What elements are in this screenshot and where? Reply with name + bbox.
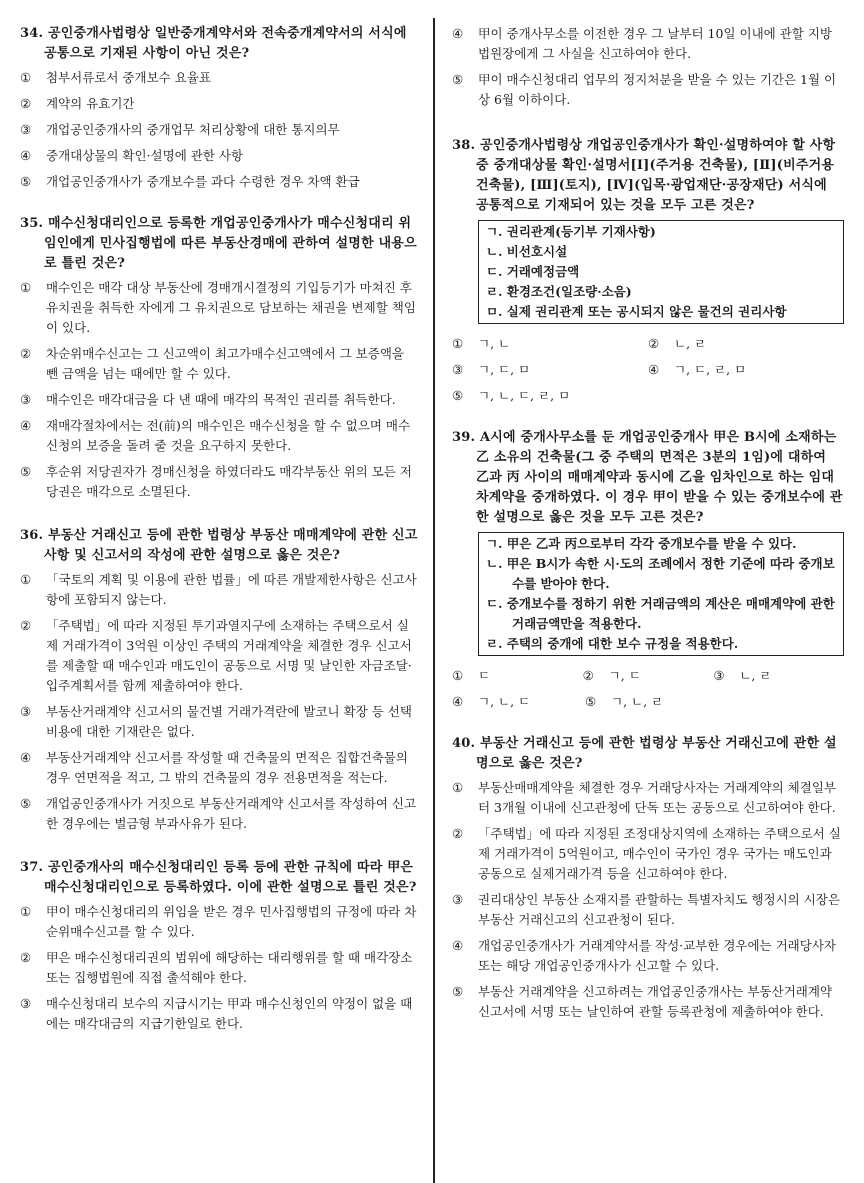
option-number: ① xyxy=(20,904,32,919)
choice xyxy=(585,692,718,712)
option-text: 후순위 저당권자가 경매신청을 하였더라도 매각부동산 위의 모든 저당권은 매각으로 소멸된다. xyxy=(46,464,412,499)
option-number: ④ xyxy=(452,694,464,709)
option-number: ③ xyxy=(713,668,725,683)
option-number: ⑤ xyxy=(20,174,32,189)
option-number: ⑤ xyxy=(20,464,32,479)
option-number: ① xyxy=(20,572,32,587)
option-text: 甲은 매수신청대리권의 범위에 해당하는 대리행위를 할 때 매각장소 또는 집행법원에 직접 출석해야 한다. xyxy=(46,950,413,985)
option-text: 甲이 매수신청대리의 위임을 받은 경우 민사집행법의 규정에 따라 차순위매수신고를 할 수 있다. xyxy=(46,904,417,939)
option-number: ③ xyxy=(452,892,464,907)
choice-list xyxy=(452,666,844,712)
option-text: 매수인은 매각대금을 다 낸 때에 매각의 목적인 권리를 취득한다. xyxy=(46,392,396,407)
option xyxy=(20,948,418,988)
option xyxy=(20,416,418,456)
option-number: ② xyxy=(648,336,660,351)
statement-item: ㄴ. 비선호시설 xyxy=(486,244,568,259)
question-stem: 39. A시에 중개사무소를 둔 개업공인중개사 甲은 B시에 소재하는 乙 소유의 건축물(그 중 주택의 면적은 3분의 1임)에 대하여 乙과 丙 사이의 매매계약과 동시에 乙을 임차인으로 하는 임대차계약을 중개하였다. 이 경우 甲이 받을 수 있는 중개보수에 관한 설명으로 옳은 것을 모두 고른 것은? xyxy=(452,430,843,525)
right-column xyxy=(452,24,844,1028)
option xyxy=(20,794,418,834)
option-text: ㄷ xyxy=(478,668,491,683)
option xyxy=(20,146,418,166)
option-text: ㄱ, ㄴ, ㄷ, ㄹ, ㅁ xyxy=(478,388,571,403)
option-text: ㄱ, ㄴ, ㄹ xyxy=(611,694,664,709)
option-text: 부동산매매계약을 체결한 경우 거래당사자는 거래계약의 체결일부터 3개월 이내에 신고관청에 단독 또는 공동으로 신고하여야 한다. xyxy=(478,780,836,815)
option xyxy=(20,462,418,502)
option xyxy=(20,994,418,1034)
option-number: ③ xyxy=(20,122,32,137)
statement-item: ㄷ. 거래예정금액 xyxy=(486,264,580,279)
choice-row xyxy=(452,360,844,380)
option-number: ① xyxy=(452,336,464,351)
option xyxy=(452,778,844,818)
option-text: 매수인은 매각 대상 부동산에 경매개시결정의 기입등기가 마쳐진 후 유치권을 취득한 자에게 그 유치권으로 담보하는 채권을 변제할 책임이 있다. xyxy=(46,280,416,335)
statement-item: ㄹ. 환경조건(일조량·소음) xyxy=(486,284,632,299)
option-text: 부동산거래계약 신고서의 물건별 거래가격란에 발코니 확장 등 선택비용에 대한 기재란은 없다. xyxy=(46,704,412,739)
option xyxy=(20,344,418,384)
question-38 xyxy=(452,136,844,406)
choice xyxy=(452,386,648,406)
option xyxy=(20,172,418,192)
column-divider xyxy=(433,18,435,1183)
option-text: 「국토의 계획 및 이용에 관한 법률」에 따른 개발제한사항은 신고사항에 포함되지 않는다. xyxy=(46,572,417,607)
choice xyxy=(452,666,583,686)
option-number: ⑤ xyxy=(452,72,464,87)
option-list xyxy=(452,24,844,110)
option-list xyxy=(20,902,418,1034)
choice xyxy=(452,334,648,354)
option-number: ② xyxy=(20,950,32,965)
left-column xyxy=(20,24,418,1040)
statement-item: ㅁ. 실제 권리관계 또는 공시되지 않은 물건의 권리사항 xyxy=(486,304,787,319)
option-text: ㄱ, ㄷ, ㄹ, ㅁ xyxy=(674,362,747,377)
option-number: ③ xyxy=(20,392,32,407)
option-number: ④ xyxy=(452,26,464,41)
question-35 xyxy=(20,214,418,502)
option-number: ③ xyxy=(20,704,32,719)
option xyxy=(20,616,418,696)
question-stem: 38. 공인중개사법령상 개업공인중개사가 확인·설명하여야 할 사항 중 중개대상물 확인·설명서[Ⅰ](주거용 건축물), [Ⅱ](비주거용 건축물), [Ⅲ](토지), [Ⅳ](입목·광업재단·공장재단) 서식에 공통적으로 기재되어 있는 것을 모두 고른 것은? xyxy=(452,138,836,213)
option-text: 매수신청대리 보수의 지급시기는 甲과 매수신청인의 약정이 없을 때에는 매각대금의 지급기한일로 한다. xyxy=(46,996,413,1031)
option-number: ⑤ xyxy=(585,694,597,709)
option xyxy=(20,68,418,88)
question-36 xyxy=(20,526,418,834)
option xyxy=(20,94,418,114)
option-text: 계약의 유효기간 xyxy=(46,96,135,111)
question-stem: 36. 부동산 거래신고 등에 관한 법령상 부동산 매매계약에 관한 신고사항 및 신고서의 작성에 관한 설명으로 옳은 것은? xyxy=(20,528,418,563)
option-text: 부동산거래계약 신고서를 작성할 때 건축물의 면적은 집합건축물의 경우 연면적을 적고, 그 밖의 건축물의 경우 전용면적을 적는다. xyxy=(46,750,408,785)
option-number: ① xyxy=(452,668,464,683)
option-number: ② xyxy=(20,346,32,361)
option-number: ⑤ xyxy=(452,984,464,999)
option-text: 「주택법」에 따라 지정된 조정대상지역에 소재하는 주택으로서 실제 거래가격이 5억원이고, 매수인이 국가인 경우 국가는 매도인과 공동으로 실제거래가격 등을 신고하여야 한다. xyxy=(478,826,841,881)
choice xyxy=(583,666,714,686)
option-text: ㄱ, ㄴ xyxy=(478,336,511,351)
question-39 xyxy=(452,428,844,712)
choice-row xyxy=(452,666,844,686)
option xyxy=(20,278,418,338)
choice-row xyxy=(452,386,844,406)
option-text: ㄴ, ㄹ xyxy=(739,668,772,683)
question-stem: 35. 매수신청대리인으로 등록한 개업공인중개사가 매수신청대리 위임인에게 민사집행법에 따른 부동산경매에 관하여 설명한 내용으로 틀린 것은? xyxy=(20,216,417,271)
option-text: 甲이 매수신청대리 업무의 정지처분을 받을 수 있는 기간은 1월 이상 6월 이하이다. xyxy=(478,72,837,107)
option xyxy=(20,120,418,140)
option-text: 甲이 중개사무소를 이전한 경우 그 날부터 10일 이내에 관할 지방법원장에게 그 사실을 신고하여야 한다. xyxy=(478,26,832,61)
option xyxy=(20,390,418,410)
question-stem: 40. 부동산 거래신고 등에 관한 법령상 부동산 거래신고에 관한 설명으로 옳은 것은? xyxy=(452,736,837,771)
choice xyxy=(452,692,585,712)
question-37-continued xyxy=(452,24,844,110)
option-number: ③ xyxy=(452,362,464,377)
option-number: ⑤ xyxy=(452,388,464,403)
statement-item: ㄱ. 甲은 乙과 丙으로부터 각각 중개보수를 받을 수 있다. xyxy=(486,536,797,551)
question-37 xyxy=(20,858,418,1034)
option-number: ① xyxy=(452,780,464,795)
option xyxy=(452,936,844,976)
option-number: ③ xyxy=(20,996,32,1011)
option-text: 개업공인중개사의 중개업무 처리상황에 대한 통지의무 xyxy=(46,122,340,137)
option xyxy=(20,902,418,942)
option-text: ㄱ, ㄷ, ㅁ xyxy=(478,362,531,377)
option xyxy=(452,982,844,1022)
option-number: ④ xyxy=(452,938,464,953)
choice xyxy=(713,666,844,686)
option-number: ④ xyxy=(20,418,32,433)
statement-item: ㄷ. 중개보수를 정하기 위한 거래금액의 계산은 매매계약에 관한 거래금액만을 적용한다. xyxy=(486,596,835,631)
choice xyxy=(452,360,648,380)
option-text: 첨부서류로서 중개보수 요율표 xyxy=(46,70,211,85)
option-text: 차순위매수신고는 그 신고액이 최고가매수신고액에서 그 보증액을 뺀 금액을 넘는 때에만 할 수 있다. xyxy=(46,346,404,381)
option xyxy=(20,748,418,788)
question-34 xyxy=(20,24,418,192)
option-number: ② xyxy=(20,618,32,633)
option xyxy=(452,24,844,64)
option xyxy=(452,70,844,110)
option-list xyxy=(20,570,418,834)
option-text: 권리대상인 부동산 소재지를 관할하는 특별자치도 행정시의 시장은 부동산 거래신고의 신고관청이 된다. xyxy=(478,892,840,927)
choice-list xyxy=(452,334,844,406)
question-40 xyxy=(452,734,844,1022)
option-number: ② xyxy=(582,668,594,683)
option-list xyxy=(20,68,418,192)
option-number: ④ xyxy=(20,750,32,765)
option-text: 중개대상물의 확인·설명에 관한 사항 xyxy=(46,148,244,163)
statement-item: ㄹ. 주택의 중개에 대한 보수 규정을 적용한다. xyxy=(486,636,739,651)
option-text: ㄱ, ㄴ, ㄷ xyxy=(478,694,531,709)
option xyxy=(452,890,844,930)
option-list xyxy=(20,278,418,502)
option-text: 부동산 거래계약을 신고하려는 개업공인중개사는 부동산거래계약 신고서에 서명 또는 날인하여 관할 등록관청에 제출하여야 한다. xyxy=(478,984,832,1019)
option-number: ④ xyxy=(20,148,32,163)
statement-item: ㄱ. 권리관계(등기부 기재사항) xyxy=(486,224,656,239)
option-list xyxy=(452,778,844,1022)
statement-item: ㄴ. 甲은 B시가 속한 시·도의 조례에서 정한 기준에 따라 중개보수를 받아야 한다. xyxy=(486,556,835,591)
option-text: ㄱ, ㄷ xyxy=(608,668,641,683)
question-stem: 34. 공인중개사법령상 일반중개계약서와 전속중개계약서의 서식에 공통으로 기재된 사항이 아닌 것은? xyxy=(20,26,407,61)
option-number: ① xyxy=(20,70,32,85)
option-text: 개업공인중개사가 거래계약서를 작성·교부한 경우에는 거래당사자 또는 해당 개업공인중개사가 신고할 수 있다. xyxy=(478,938,836,973)
option-number: ② xyxy=(20,96,32,111)
option-number: ① xyxy=(20,280,32,295)
option xyxy=(452,824,844,884)
choice-row xyxy=(452,334,844,354)
option xyxy=(20,702,418,742)
option-text: 재매각절차에서는 전(前)의 매수인은 매수신청을 할 수 없으며 매수신청의 보증을 돌려 줄 것을 요구하지 못한다. xyxy=(46,418,411,453)
choice xyxy=(648,360,844,380)
option-number: ② xyxy=(452,826,464,841)
option-number: ⑤ xyxy=(20,796,32,811)
option-text: 「주택법」에 따라 지정된 투기과열지구에 소재하는 주택으로서 실제 거래가격이 3억원 이상인 주택의 거래계약을 체결한 경우 신고서를 제출할 때 매수인과 매도인이 공동으로 서명 및 날인한 자금조달·입주계획서를 함께 제출하여야 한다. xyxy=(46,618,412,693)
option xyxy=(20,570,418,610)
option-number: ④ xyxy=(648,362,660,377)
question-stem: 37. 공인중개사의 매수신청대리인 등록 등에 관한 규칙에 따라 甲은 매수신청대리인으로 등록하였다. 이에 관한 설명으로 틀린 것은? xyxy=(20,860,417,895)
statement-box xyxy=(478,220,844,324)
option-text: 개업공인중개사가 거짓으로 부동산거래계약 신고서를 작성하여 신고한 경우에는 벌금형 부과사유가 된다. xyxy=(46,796,417,831)
option-text: 개업공인중개사가 중개보수를 과다 수령한 경우 차액 환급 xyxy=(46,174,360,189)
choice-row xyxy=(452,692,844,712)
statement-box xyxy=(478,532,844,656)
option-text: ㄴ, ㄹ xyxy=(674,336,707,351)
choice xyxy=(648,334,844,354)
